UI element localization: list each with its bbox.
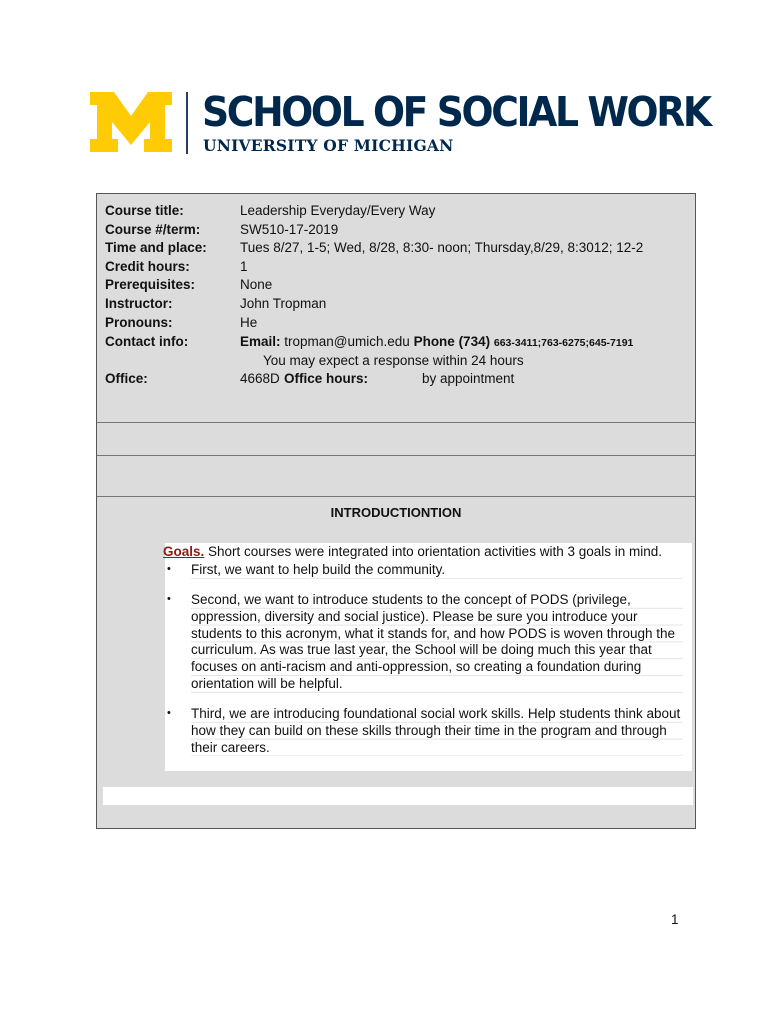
office-hours-label: Office hours:	[284, 371, 369, 386]
goal-bullet-1: First, we want to help build the community.	[191, 562, 683, 579]
empty-strip	[103, 787, 693, 805]
email-link[interactable]: tropman@umich.edu	[284, 334, 410, 349]
block-m-logo	[90, 92, 172, 152]
school-logo	[90, 88, 710, 158]
introduction-heading: INTRODUCTIONTION	[330, 505, 462, 520]
phone-label: Phone (734)	[413, 334, 491, 349]
contact-value	[240, 332, 633, 353]
course-term-label: Course #/term:	[105, 222, 201, 237]
goal-bullet-3: Third, we are introducing foundational social work skills. Help students think about how they can build on these skills through their time in the program and through their careers.	[191, 706, 683, 756]
instructor-label: Instructor:	[105, 296, 173, 311]
prerequisites-value: None	[240, 277, 273, 292]
bullet-icon: •	[167, 593, 171, 605]
university-name: UNIVERSITY OF MICHIGAN	[203, 136, 454, 155]
office-hours-value: by appointment	[422, 371, 515, 386]
empty-row-2	[97, 456, 695, 497]
office-label: Office:	[105, 371, 148, 386]
contact-label: Contact info:	[105, 334, 189, 349]
empty-row-1	[97, 423, 695, 456]
course-term-value: SW510-17-2019	[240, 222, 339, 237]
bullet-icon: •	[167, 563, 171, 575]
goals-text: Short courses were integrated into orientation activities with 3 goals in mind.	[204, 544, 662, 559]
course-info-section	[97, 194, 695, 423]
logo-divider	[186, 92, 188, 154]
goals-box	[165, 543, 692, 771]
email-label: Email:	[240, 334, 281, 349]
response-note: You may expect a response within 24 hours	[263, 353, 524, 368]
time-place-label: Time and place:	[105, 240, 207, 255]
goals-intro	[163, 543, 662, 561]
goal-bullet-2: Second, we want to introduce students to the concept of PODS (privilege, oppression, diversity and social justice). Please be sure you introduce your students to this acronym, what it stands for, and how PODS is woven through the curriculum. As was true last year, the School will be doing much this year that focuses on anti-racism and anti-oppression, so creating a foundation during orientation will be helpful.	[191, 592, 683, 693]
credit-hours-value: 1	[240, 259, 248, 274]
introduction-section	[97, 497, 695, 828]
instructor-value: John Tropman	[240, 296, 327, 311]
office-value: 4668D	[240, 371, 280, 386]
credit-hours-label: Credit hours:	[105, 259, 190, 274]
course-title-label: Course title:	[105, 203, 184, 218]
school-name: SCHOOL OF SOCIAL WORK	[202, 88, 710, 136]
goals-label: Goals.	[163, 544, 205, 559]
prerequisites-label: Prerequisites:	[105, 277, 196, 292]
course-title-value: Leadership Everyday/Every Way	[240, 203, 436, 218]
pronouns-label: Pronouns:	[105, 315, 173, 330]
bullet-icon: •	[167, 707, 171, 719]
page-number: 1	[671, 912, 679, 927]
phone-numbers: 663-3411;763-6275;645-7191	[493, 337, 634, 349]
time-place-value: Tues 8/27, 1-5; Wed, 8/28, 8:30- noon; Thursday,8/29, 8:3012; 12-2	[240, 240, 644, 255]
syllabus-table	[96, 193, 696, 829]
pronouns-value: He	[240, 315, 258, 330]
